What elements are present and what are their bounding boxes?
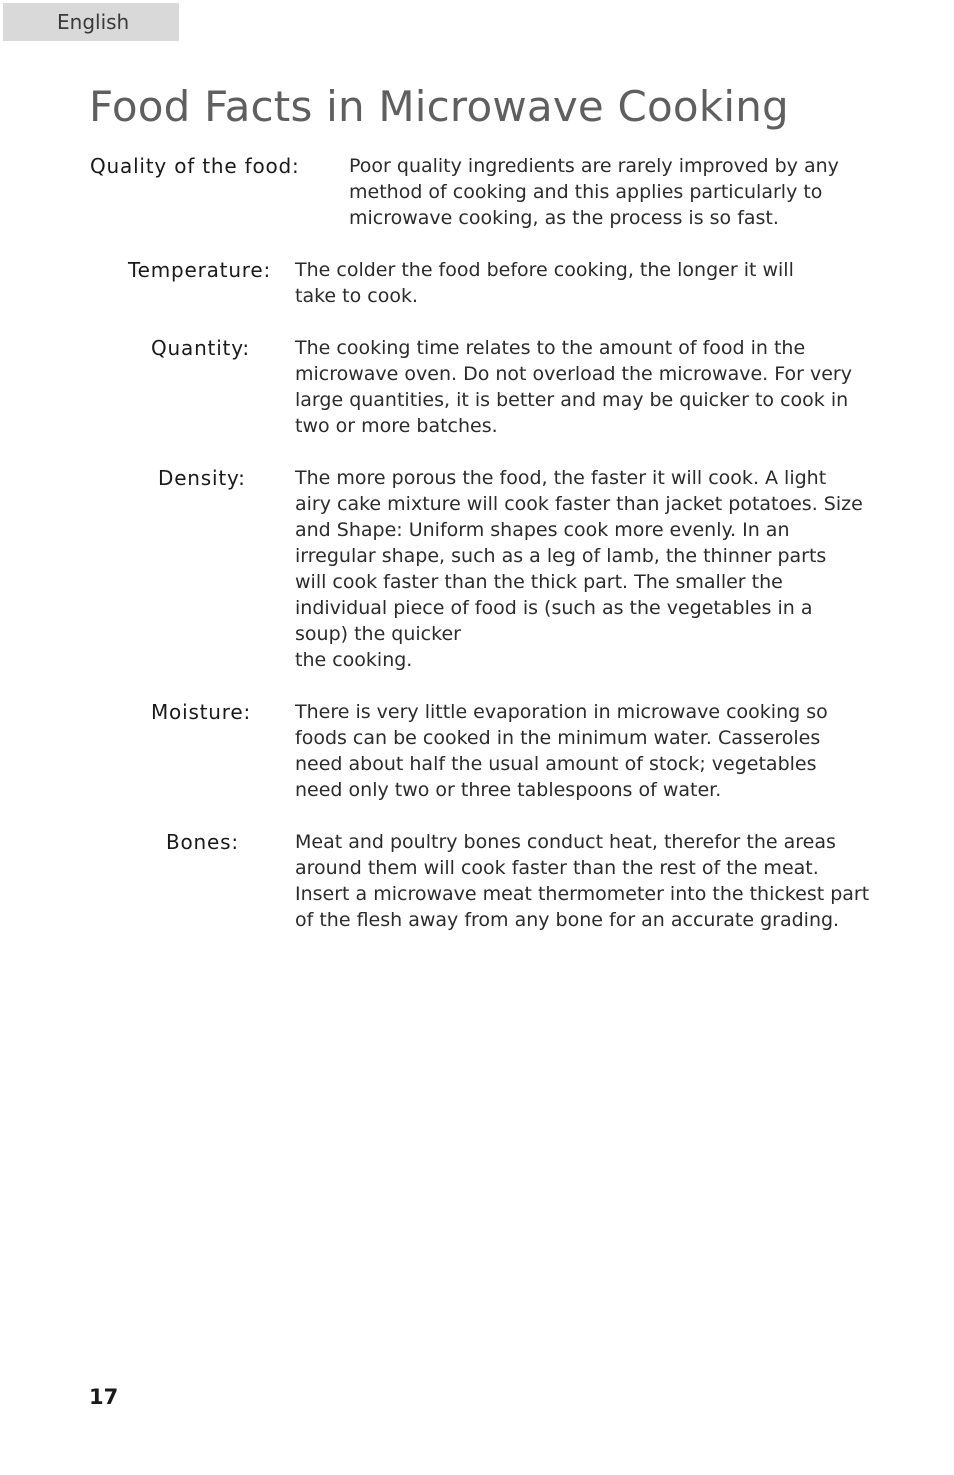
term-moisture: Moisture: [151, 700, 252, 724]
term-density: Density: [158, 466, 246, 490]
description-quantity: The cooking time relates to the amount of food in the microwave oven. Do not overload the microwave. For very large quantities, it is better and may be quicker to cook in two or more batches. [295, 337, 852, 437]
description-temperature: The colder the food before cooking, the longer it will take to cook. [295, 259, 794, 307]
page-title: Food Facts in Microwave Cooking [89, 82, 789, 131]
description-moisture: There is very little evaporation in microwave cooking so foods can be cooked in the minimum water. Casseroles need about half the usual amount of stock; vegetables need only two or three tablespoons of water. [295, 701, 828, 801]
description-quality: Poor quality ingredients are rarely improved by any method of cooking and this applies particularly to microwave cooking, as the process is so fast. [349, 155, 839, 229]
term-bones: Bones: [166, 830, 239, 854]
term-quantity: Quantity: [151, 336, 250, 360]
page-number: 17 [89, 1385, 119, 1409]
term-temperature: Temperature: [128, 258, 272, 282]
description-density: The more porous the food, the faster it will cook. A light airy cake mixture will cook faster than jacket potatoes. Size and Shape: Uniform shapes cook more evenly. In an irregular shape, such as a leg of lamb, the thinner parts will cook faster than the thick part. The smaller the individual piece of food is (such as the vegetables in a soup) the quicker the cooking. [295, 467, 863, 671]
description-bones: Meat and poultry bones conduct heat, therefor the areas around them will cook faster than the rest of the meat. Insert a microwave meat thermometer into the thickest part of the flesh away from any bone for an accurate grading. [295, 831, 870, 931]
term-quality: Quality of the food: [90, 154, 300, 178]
language-tab: English [3, 3, 179, 41]
